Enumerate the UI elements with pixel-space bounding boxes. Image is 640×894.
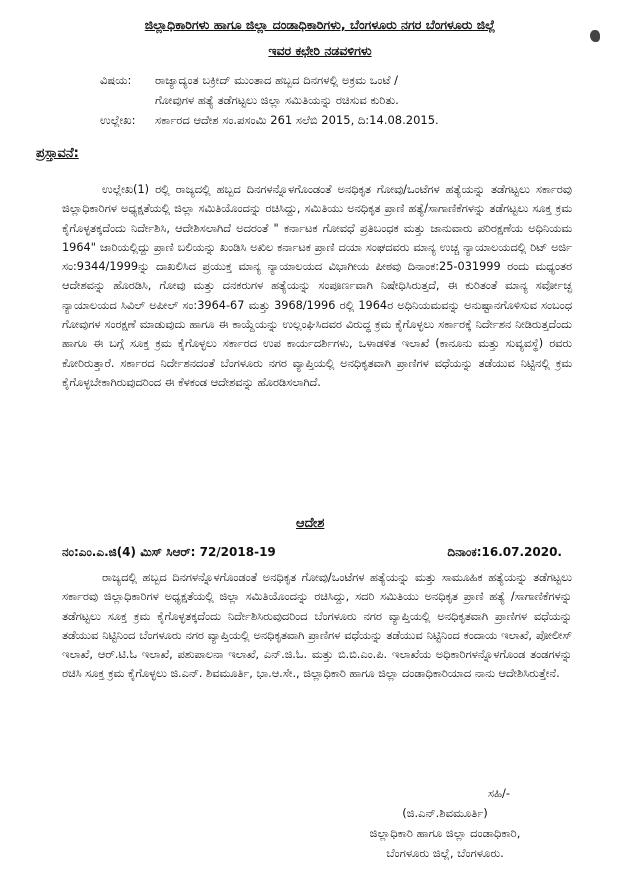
signatory-name: (ಜಿ.ಎನ್.ಶಿವಮೂರ್ತಿ) — [402, 806, 488, 820]
reference-label: ಉಲ್ಲೇಖ: — [100, 113, 136, 127]
signature-sd: ಸಹಿ/- — [487, 786, 510, 800]
header-line-1: ಜಿಲ್ಲಾಧಿಕಾರಿಗಳು ಹಾಗೂ ಜಿಲ್ಲಾ ದಂಡಾಧಿಕಾರಿಗಳು, ಬೆಂಗಳೂರು ನಗರ ಬೆಂಗಳೂರು ಜಿಲ್ಲೆ — [144, 17, 496, 32]
order-text: ರಾಜ್ಯದಲ್ಲಿ ಹಬ್ಬದ ದಿನಗಳನ್ನೊಳಗೊಂಡಂತೆ ಅನಧಿಕೃತ ಗೋವು/ಒಂಟೆಗಳ ಹತ್ಯೆಯನ್ನು ಮತ್ತು ಸಾಮೂಹಿಕ ಹತ್ಯೆಯನ್ನು ತಡೆಗಟ್ಟಲು ಸರ್ಕಾರವು ಜಿಲ್ಲಾಧಿಕಾರಿಗಳ ಅಧ್ಯಕ್ಷತೆಯಲ್ಲಿ ಜಿಲ್ಲಾ ಸಮಿತಿಯೊಂದನ್ನು ರಚಿಸಿದ್ದು, ಸದರಿ ಸಮಿತಿಯು ಅನಧಿಕೃತ ಪ್ರಾಣಿ ಹತ್ಯೆ /ಸಾಗಾಣಿಕೆಗಳನ್ನು ತಡೆಗಟ್ಟಲು ಸೂಕ್ತ ಕ್ರಮ ಕೈಗೊಳ್ಳತಕ್ಕದೆಂದು ನಿರ್ದೇಶಿಸಿರುವುದರಿಂದ ಬೆಂಗಳೂರು ನಗರ ವ್ಯಾಪ್ತಿಯಲ್ಲಿ ಅನಧಿಕೃತವಾಗಿ ಪ್ರಾಣಿಗಳ ವಧೆಯನ್ನು ತಡೆಯುವ ನಿಟ್ಟಿನಿಂದ ಬೆಂಗಳೂರು ನಗರ ವ್ಯಾಪ್ತಿಯಲ್ಲಿ ಅನಧಿಕೃತವಾಗಿ ಪ್ರಾಣಿಗಳ ವಧೆಯನ್ನು ತಡೆಯುವ ನಿಟ್ಟಿನಿಂದ ಕಂದಾಯ ಇಲಾಖೆ, ಪೋಲೀಸ್ ಇಲಾಖೆ, ಆರ್.ಟಿ.ಓ ಇಲಾಖೆ, ಪಶುಪಾಲನಾ ಇಲಾಖೆ, ಎನ್.ಜಿ.ಓ. ಮತ್ತು ಬಿ.ಬಿ.ಎಂ.ಪಿ. ಇಲಾಖೆಯ ಅಧಿಕಾರಿಗಳನ್ನೊಳಗೊಂಡ ತಂಡಗಳನ್ನು ರಚಿಸಿ ಸೂಕ್ತ ಕ್ರಮ ಕೈಗೊಳ್ಳಲು ಜಿ.ಎನ್. ಶಿವಮೂರ್ತಿ, ಭಾ.ಆ.ಸೇ., ಜಿಲ್ಲಾಧಿಕಾರಿ ಹಾಗೂ ಜಿಲ್ಲಾ ದಂಡಾಧಿಕಾರಿಯಾದ ನಾನು ಆದೇಶಿಸಿರುತ್ತೇನೆ. — [62, 571, 572, 681]
signatory-designation: ಜಿಲ್ಲಾಧಿಕಾರಿ ಹಾಗೂ ಜಿಲ್ಲಾ ದಂಡಾಧಿಕಾರಿ, — [369, 826, 521, 840]
signatory-place: ಬೆಂಗಳೂರು ಜಿಲ್ಲೆ, ಬೆಂಗಳೂರು. — [386, 846, 504, 860]
order-number: ನಂ:ಎಂ.ಎ.ಜಿ(4) ಮಿಸ್ ಸಿಆರ್: 72/2018-19 — [62, 545, 276, 559]
preamble-title: ಪ್ರಸ್ತಾವನೆ: — [36, 146, 79, 161]
ink-mark — [590, 30, 600, 42]
reference-text: ಸರ್ಕಾರದ ಆದೇಶ ಸಂ.ಪಸಂಮಿ 261 ಸಲೆಬಿ 2015, ದಿ:14.08.2015. — [155, 113, 439, 127]
signature-block — [330, 783, 560, 863]
header-line-2: ಇವರ ಕಛೇರಿ ನಡವಳಿಗಳು — [268, 43, 372, 58]
order-title: ಆದೇಶ — [296, 516, 325, 531]
subject-label: ವಿಷಯ: — [100, 73, 132, 87]
order-date: ದಿನಾಂಕ:16.07.2020. — [447, 545, 562, 559]
subject-block — [100, 70, 580, 130]
order-reference-line — [62, 545, 562, 560]
preamble-text: ಉಲ್ಲೇಖ(1) ರಲ್ಲಿ ರಾಜ್ಯದಲ್ಲಿ ಹಬ್ಬದ ದಿನಗಳನ್ನೊಳಗೊಂಡಂತೆ ಅನಧಿಕೃತ ಗೋವು/ಒಂಟೆಗಳ ಹತ್ಯೆಯನ್ನು ತಡೆಗಟ್ಟಲು ಸರ್ಕಾರವು ಜಿಲ್ಲಾಧಿಕಾರಿಗಳ ಅಧ್ಯಕ್ಷತೆಯಲ್ಲಿ ಜಿಲ್ಲಾ ಸಮಿತಿಯೊಂದನ್ನು ರಚಿಸಿದ್ದು, ಸಮಿತಿಯು ಅನಧಿಕೃತ ಪ್ರಾಣಿ ಹತ್ಯೆ/ಸಾಗಾಣಿಕೆಗಳನ್ನು ತಡೆಗಟ್ಟಲು ಸೂಕ್ತ ಕ್ರಮ ಕೈಗೊಳ್ಳತಕ್ಕದೆಂದು ನಿರ್ದೇಶಿಸಿ, ಆದೇಶಿಸಲಾಗಿದೆ ಅದರಂತೆ " ಕರ್ನಾಟಕ ಗೋವಧೆ ಪ್ರತಿಬಂಧಕ ಮತ್ತು ಜಾನುವಾರು ಪರಿರಕ್ಷಣೆಯ ಅಧಿನಿಯಮ 1964" ಜಾರಿಯಲ್ಲಿದ್ದು ಪ್ರಾಣಿ ಬಲಿಯನ್ನು ಖಂಡಿಸಿ ಅಖಿಲ ಕರ್ನಾಟಕ ಪ್ರಾಣಿ ದಯಾ ಸಂಘದವರು ಮಾನ್ಯ ಉಚ್ಚ ನ್ಯಾಯಾಲಯದಲ್ಲಿ ರಿಟ್ ಅರ್ಜಿ ಸಂ:9344/1999ನ್ನು ದಾಖಲಿಸಿದ ಪ್ರಯುಕ್ತ ಮಾನ್ಯ ನ್ಯಾಯಾಲಯದ ವಿಭಾಗೀಯ ಪೀಠವು ದಿನಾಂಕ:25-031999 ರಂದು ಮಧ್ಯಂತರ ಆದೇಶವನ್ನು ಹೊರಡಿಸಿ, ಗೋವು ಮತ್ತು ದನಕರುಗಳ ಹತ್ಯೆಯನ್ನು ಸಂಪೂರ್ಣವಾಗಿ ನಿಷೇಧಿಸಿರುತ್ತದೆ, ಈ ಕುರಿತಂತೆ ಮಾನ್ಯ ಸರ್ವೋಚ್ಛ ನ್ಯಾಯಾಲಯದ ಸಿವಿಲ್ ಅಪೀಲ್ ಸಂ:3964-67 ಮತ್ತು 3968/1996 ರಲ್ಲಿ 1964ರ ಅಧಿನಿಯಮವನ್ನು ಅನುಷ್ಟಾನಗೊಳಿಸುವ ಸಂಬಂಧ ಗೋವುಗಳ ಸಂರಕ್ಷಣೆ ಮಾಡುವುದು ಹಾಗೂ ಈ ಕಾಯ್ದೆಯನ್ನು ಉಲ್ಲಂಘಿಸಿದವರ ವಿರುದ್ಧ ಕ್ರಮ ಕೈಗೊಳ್ಳಲು ಸರ್ಕಾರಕ್ಕೆ ನಿರ್ದೇಶನ ನೀಡಿರುತ್ತದೆಂದು ಹಾಗೂ ಈ ಬಗ್ಗೆ ಸೂಕ್ತ ಕ್ರಮ ಕೈಗೊಳ್ಳಲು ಸರ್ಕಾರದ ಉಪ ಕಾರ್ಯದರ್ಶಿಗಳು, ಒಳಾಡಳಿತ ಇಲಾಖೆ (ಕಾನೂನು ಮತ್ತು ಸುವ್ಯವಸ್ಥೆ) ರವರು ಕೋರಿರುತ್ತಾರೆ. ಸರ್ಕಾರದ ನಿರ್ದೇಶನದಂತೆ ಬೆಂಗಳೂರು ನಗರ ವ್ಯಾಪ್ತಿಯಲ್ಲಿ ಅನಧಿಕೃತವಾಗಿ ಪ್ರಾಣಿಗಳ ವಧೆಯನ್ನು ತಡೆಯುವ ನಿಟ್ಟಿನಲ್ಲಿ ಕ್ರಮ ಕೈಗೊಳ್ಳಬೇಕಾಗಿರುವುದರಿಂದ ಈ ಕೆಳಕಂಡ ಆದೇಶವನ್ನು ಹೊರಡಿಸಲಾಗಿದೆ. — [62, 183, 572, 389]
subject-line-2: ಗೋವುಗಳ ಹತ್ಯೆ ತಡೆಗಟ್ಟಲು ಜಿಲ್ಲಾ ಸಮಿತಿಯನ್ನು ರಚಿಸುವ ಕುರಿತು. — [155, 93, 399, 107]
office-header — [40, 12, 600, 64]
subject-line-1: ರಾಜ್ಯಾದ್ಯಂತ ಬಕ್ರೀದ್ ಮುಂತಾದ ಹಬ್ಬದ ದಿನಗಳಲ್ಲಿ ಅಕ್ರಮ ಒಂಟೆ / — [155, 73, 399, 87]
